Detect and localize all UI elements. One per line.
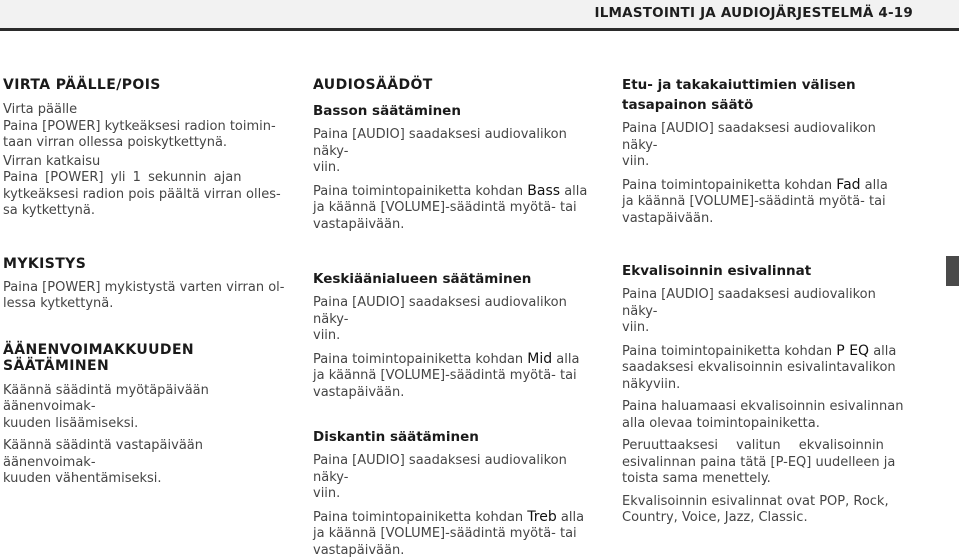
eq-choose-1: Paina haluamaasi ekvalisoinnin esivalinnan	[622, 399, 914, 416]
column-1	[3, 77, 286, 488]
mid-press: Paina toimintopainiketta kohdan Mid alla	[313, 351, 603, 369]
column-3	[622, 77, 914, 527]
power-off-text-3: sa kytkettynä.	[3, 203, 286, 220]
fader-press: Paina toimintopainiketta kohdan Fad alla	[622, 177, 914, 195]
mid-turn-2: vastapäivään.	[313, 385, 603, 402]
treble-turn-1: ja käännä [VOLUME]-säädintä myötä- tai	[313, 526, 603, 543]
eq-menu-2: viin.	[622, 320, 914, 337]
volume-heading: ÄÄNENVOIMAKKUUDEN SÄÄTÄMINEN	[3, 342, 286, 374]
fader-menu-1: Paina [AUDIO] saadaksesi audiovalikon näky-	[622, 121, 914, 154]
fader-heading-1: Etu- ja takakaiuttimien välisen	[622, 77, 914, 93]
mid-heading: Keskiäänialueen säätäminen	[313, 271, 603, 287]
eq-presets-1: Ekvalisoinnin esivalinnat ovat POP, Rock,	[622, 494, 914, 511]
eq-press: Paina toimintopainiketta kohdan P EQ alla	[622, 343, 914, 361]
eq-presets-2: Country, Voice, Jazz, Classic.	[622, 510, 914, 527]
mid-key: Mid	[527, 351, 552, 367]
power-on-label: Virta päälle	[3, 102, 286, 119]
eq-heading: Ekvalisoinnin esivalinnat	[622, 263, 914, 279]
volume-text-a1: Käännä säädintä myötäpäivään äänenvoimak-	[3, 383, 286, 416]
eq-cancel-3: toista sama menettely.	[622, 471, 914, 488]
bass-menu-1: Paina [AUDIO] saadaksesi audiovalikon näky-	[313, 127, 603, 160]
audio-heading: AUDIOSÄÄDÖT	[313, 77, 603, 93]
mid-menu-1: Paina [AUDIO] saadaksesi audiovalikon näky-	[313, 295, 603, 328]
header-title: ILMASTOINTI JA AUDIOJÄRJESTELMÄ 4-19	[595, 5, 913, 21]
eq-key: P EQ	[836, 343, 869, 359]
header-rule	[0, 28, 959, 31]
eq-press-2: saadaksesi ekvalisoinnin esivalintavalikon	[622, 360, 914, 377]
power-off-text-2: kytkeäksesi radion pois päältä virran olles-	[3, 187, 286, 204]
bass-turn-2: vastapäivään.	[313, 217, 603, 234]
bass-key: Bass	[527, 183, 560, 199]
treble-key: Treb	[527, 509, 556, 525]
eq-cancel-1: Peruuttaaksesi valitun ekvalisoinnin	[622, 438, 914, 455]
fader-turn-1: ja käännä [VOLUME]-säädintä myötä- tai	[622, 194, 914, 211]
mid-menu-2: viin.	[313, 328, 603, 345]
treble-turn-2: vastapäivään.	[313, 543, 603, 559]
mid-turn-1: ja käännä [VOLUME]-säädintä myötä- tai	[313, 368, 603, 385]
eq-menu-1: Paina [AUDIO] saadaksesi audiovalikon näky-	[622, 287, 914, 320]
fader-heading-2: tasapainon säätö	[622, 97, 914, 113]
fader-turn-2: vastapäivään.	[622, 211, 914, 228]
power-on-text-2: taan virran ollessa poiskytkettynä.	[3, 135, 286, 152]
chapter-thumb-tab	[946, 256, 959, 286]
column-2	[313, 77, 603, 559]
treble-heading: Diskantin säätäminen	[313, 429, 603, 445]
power-on-text-1: Paina [POWER] kytkeäksesi radion toimin-	[3, 119, 286, 136]
volume-text-b2: kuuden vähentämiseksi.	[3, 471, 286, 488]
page-header	[0, 0, 959, 28]
mute-text-1: Paina [POWER] mykistystä varten virran ol-	[3, 280, 286, 297]
bass-menu-2: viin.	[313, 160, 603, 177]
treble-menu-1: Paina [AUDIO] saadaksesi audiovalikon näky-	[313, 453, 603, 486]
treble-menu-2: viin.	[313, 486, 603, 503]
mute-text-2: lessa kytkettynä.	[3, 296, 286, 313]
mute-heading: MYKISTYS	[3, 256, 286, 272]
fader-menu-2: viin.	[622, 154, 914, 171]
eq-choose-2: alla olevaa toimintopainiketta.	[622, 416, 914, 433]
bass-press: Paina toimintopainiketta kohdan Bass alla	[313, 183, 603, 201]
treble-press: Paina toimintopainiketta kohdan Treb alla	[313, 509, 603, 527]
power-off-label: Virran katkaisu	[3, 154, 286, 171]
volume-text-b1: Käännä säädintä vastapäivään äänenvoimak-	[3, 438, 286, 471]
bass-turn-1: ja käännä [VOLUME]-säädintä myötä- tai	[313, 200, 603, 217]
fader-key: Fad	[836, 177, 860, 193]
eq-press-3: näkyviin.	[622, 377, 914, 394]
power-off-text-1: Paina [POWER] yli 1 sekunnin ajan	[3, 170, 286, 187]
eq-cancel-2: esivalinnan paina tätä [P-EQ] uudelleen ja	[622, 455, 914, 472]
power-heading: VIRTA PÄÄLLE/POIS	[3, 77, 286, 93]
bass-heading: Basson säätäminen	[313, 103, 603, 119]
volume-text-a2: kuuden lisäämiseksi.	[3, 416, 286, 433]
